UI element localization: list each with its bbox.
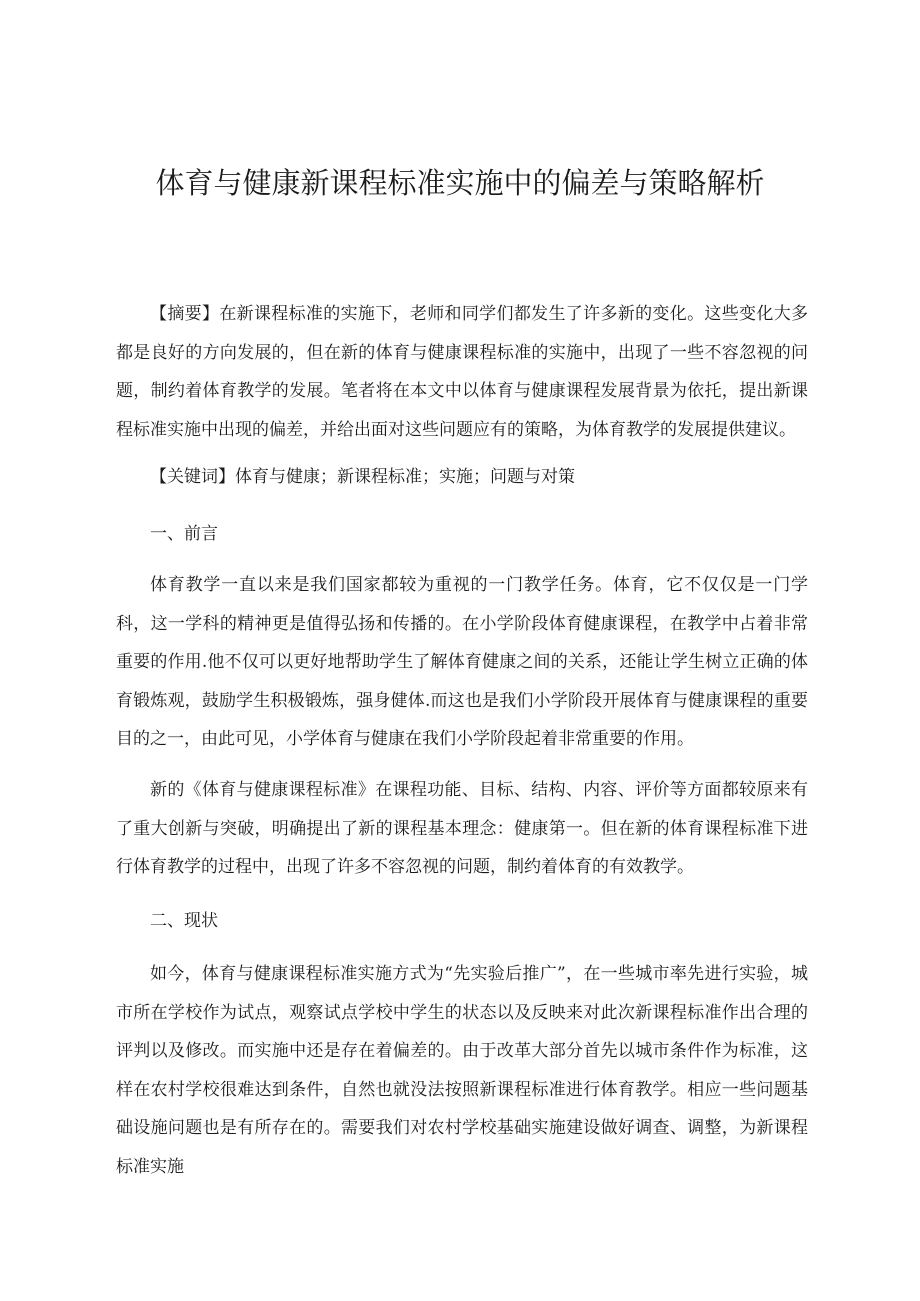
keywords-label: 【关键词】 <box>150 467 235 487</box>
section1-paragraph-1: 体育教学一直以来是我们国家都较为重视的一门教学任务。体育，它不仅仅是一门学科，这一学科的精神更是值得弘扬和传播的。在小学阶段体育健康课程，在教学中占着非常重要的作用.他不仅可以更好地帮助学生了解体育健康之间的关系，还能让学生树立正确的体育锻炼观，鼓励学生积极锻炼，强身健体.而这也是我们小学阶段开展体育与健康课程的重要目的之一，由此可见，小学体育与健康在我们小学阶段起着非常重要的作用。 <box>116 575 808 749</box>
keywords-text: 体育与健康；新课程标准；实施；问题与对策 <box>235 467 575 487</box>
abstract-text: 在新课程标准的实施下，老师和同学们都发生了许多新的变化。这些变化大多都是良好的方向发展的，但在新的体育与健康课程标准的实施中，出现了一些不容忽视的问题，制约着体育教学的发展。笔者将在本文中以体育与健康课程发展背景为依托，提出新课程标准实施中出现的偏差，并给出面对这些问题应有的策略，为体育教学的发展提供建议。 <box>116 304 809 440</box>
section-heading-preface: 一、前言 <box>150 524 218 544</box>
abstract-label: 【摘要】 <box>150 304 220 324</box>
abstract-paragraph <box>116 295 808 449</box>
keywords-paragraph <box>116 458 808 497</box>
section2-paragraph-1: 如今，体育与健康课程标准实施方式为“先实验后推广”，在一些城市率先进行实验，城市所在学校作为试点，观察试点学校中学生的状态以及反映来对此次新课程标准作出合理的评判以及修改。而实施中还是存在着偏差的。由于改革大部分首先以城市条件作为标准，这样在农村学校很难达到条件，自然也就没法按照新课程标准进行体育教学。相应一些问题基础设施问题也是有所存在的。需要我们对农村学校基础实施建设做好调查、调整，为新课程标准实施 <box>116 964 808 1177</box>
section-heading-status: 二、现状 <box>150 911 218 931</box>
document-title: 体育与健康新课程标准实施中的偏差与策略解析 <box>155 166 765 200</box>
section1-paragraph-2: 新的《体育与健康课程标准》在课程功能、目标、结构、内容、评价等方面都较原来有了重大创新与突破，明确提出了新的课程基本理念：健康第一。但在新的体育课程标准下进行体育教学的过程中，出现了许多不容忽视的问题，制约着体育的有效教学。 <box>116 780 808 877</box>
